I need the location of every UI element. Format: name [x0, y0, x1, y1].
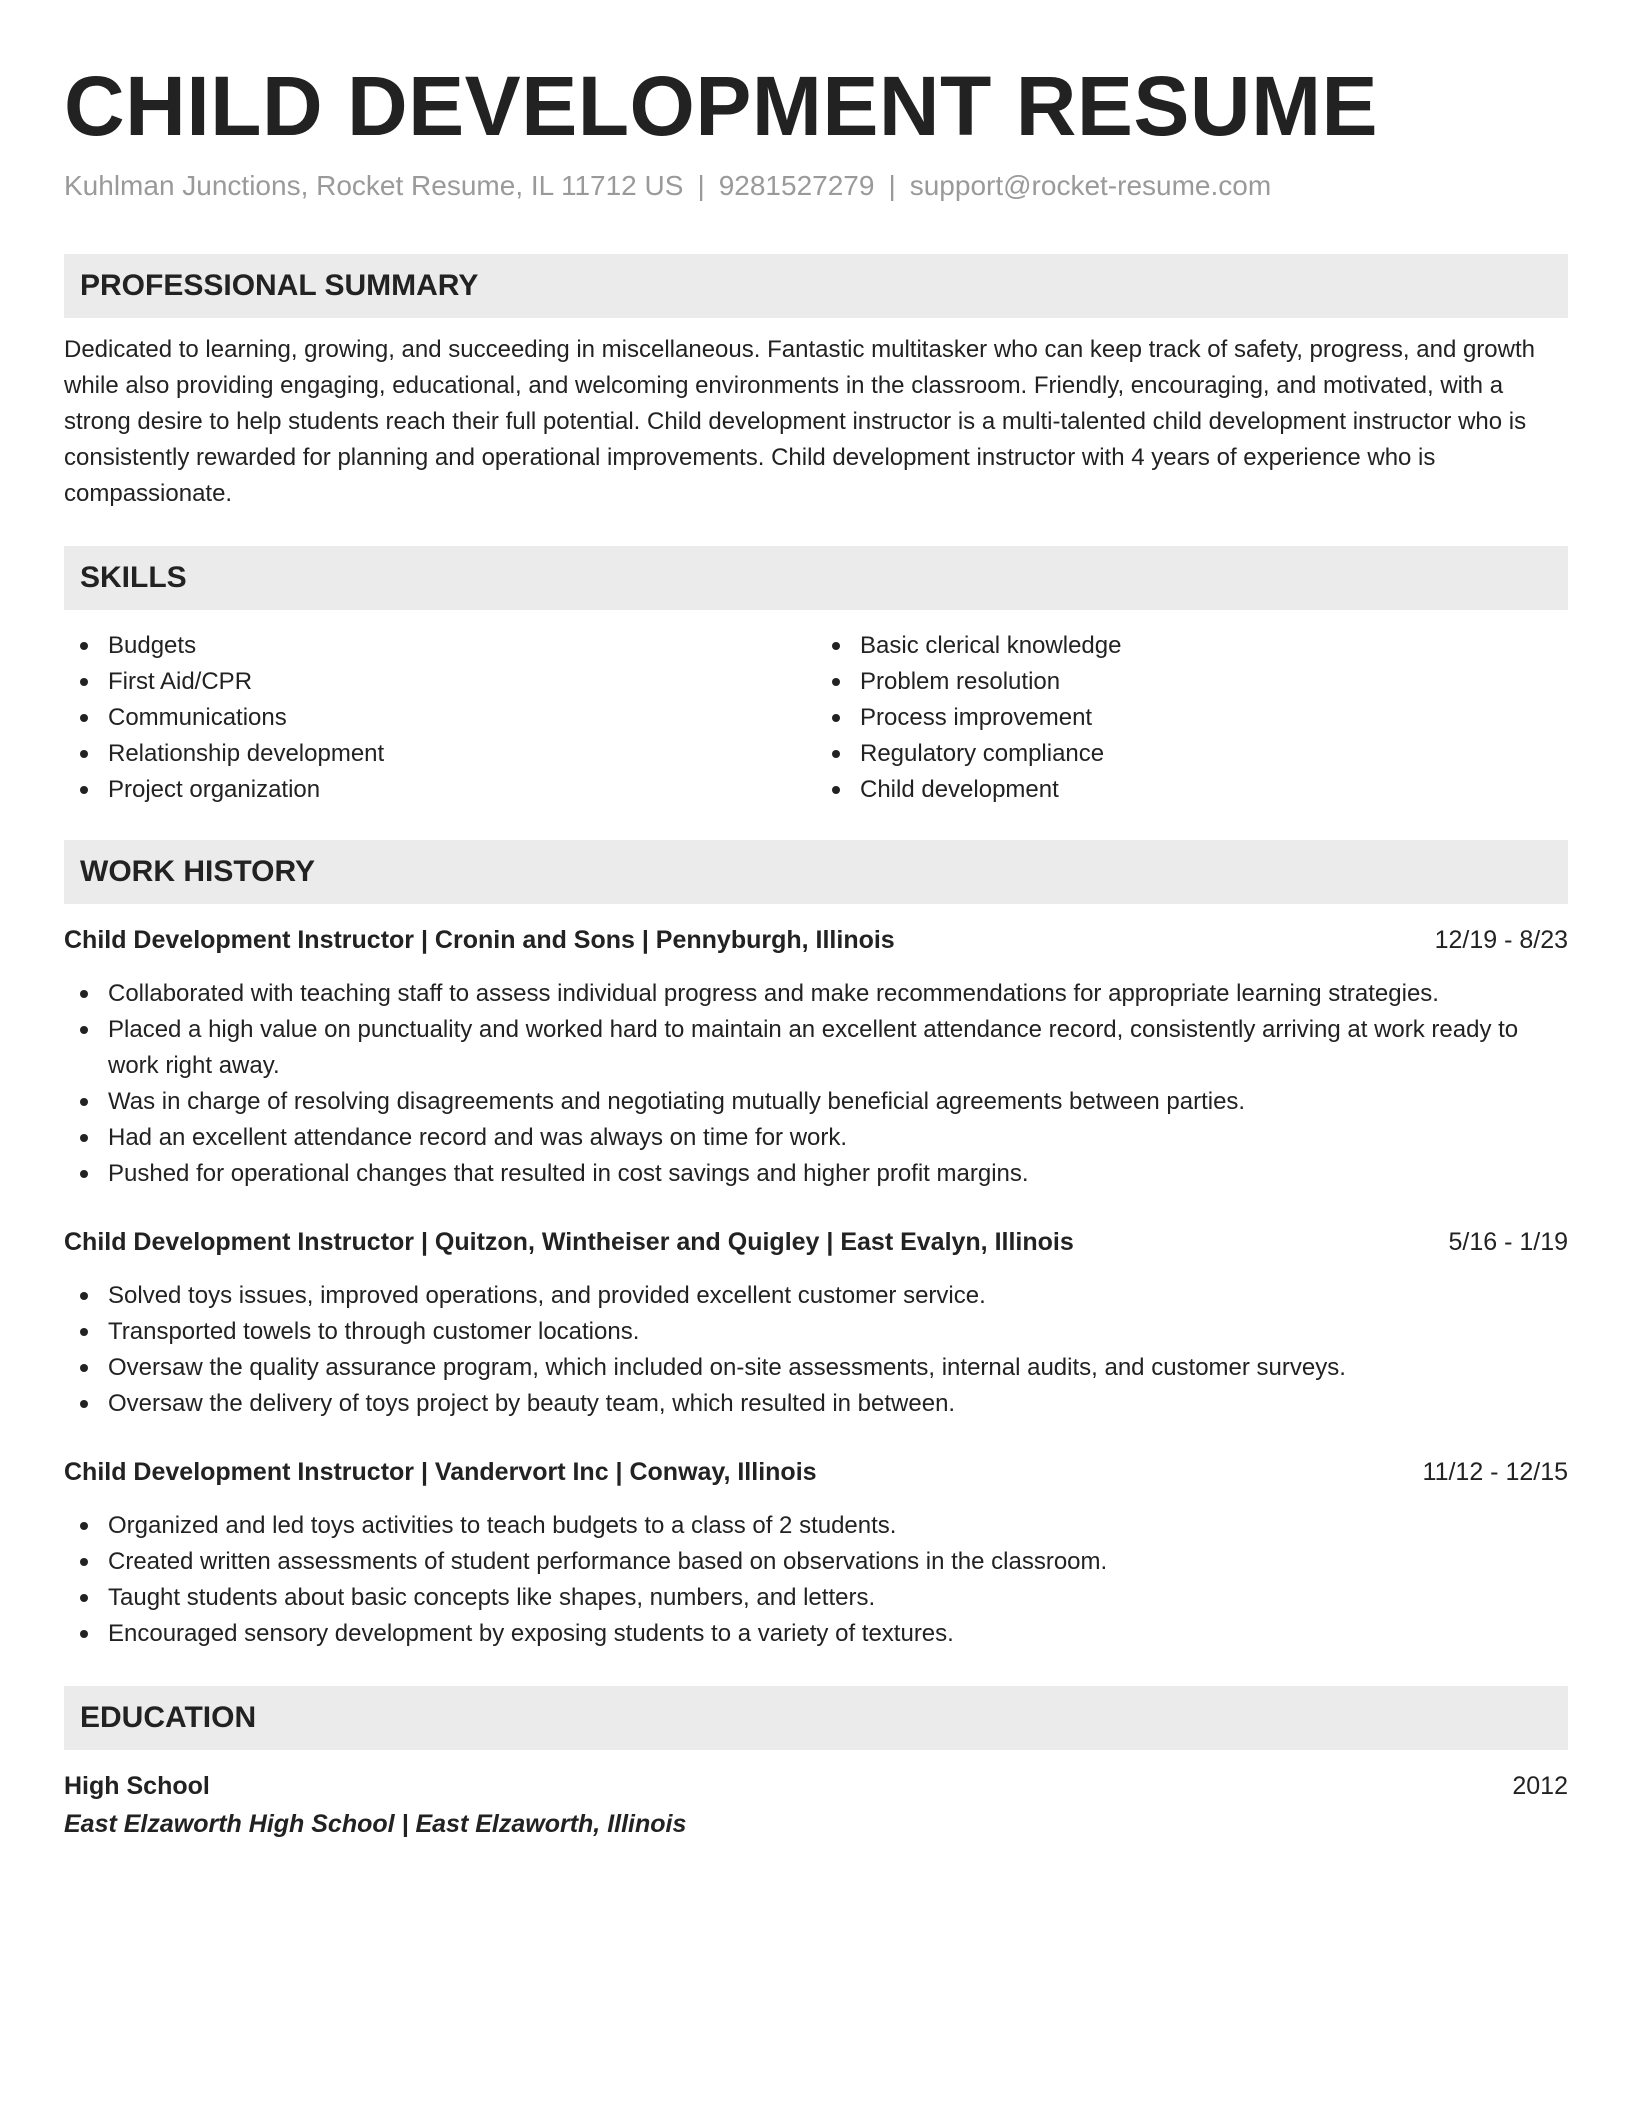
job-title: Child Development Instructor | Quitzon, Wintheiser and Quigley | East Evalyn, Illinois	[64, 1228, 1074, 1256]
skill-item: Basic clerical knowledge	[816, 628, 1568, 664]
job-bullet: Taught students about basic concepts like shapes, numbers, and letters.	[64, 1580, 1568, 1616]
skill-item: Problem resolution	[816, 664, 1568, 700]
job-title: Child Development Instructor | Cronin and Sons | Pennyburgh, Illinois	[64, 926, 895, 954]
job-bullet: Organized and led toys activities to teach budgets to a class of 2 students.	[64, 1508, 1568, 1544]
job-bullet: Oversaw the delivery of toys project by beauty team, which resulted in between.	[64, 1386, 1568, 1422]
contact-address: Kuhlman Junctions, Rocket Resume, IL 11712 US	[64, 170, 684, 201]
job-header	[64, 922, 1568, 958]
education-section-header: EDUCATION	[64, 1686, 1568, 1750]
skill-item: Project organization	[64, 772, 816, 808]
job-bullet: Created written assessments of student performance based on observations in the classroom.	[64, 1544, 1568, 1580]
contact-separator: |	[697, 170, 705, 201]
job-dates: 11/12 - 12/15	[1422, 1458, 1568, 1486]
job-bullet: Had an excellent attendance record and was always on time for work.	[64, 1120, 1568, 1156]
skills-section-header: SKILLS	[64, 546, 1568, 610]
job-bullet: Transported towels to through customer locations.	[64, 1314, 1568, 1350]
job-title: Child Development Instructor | Vandervort Inc | Conway, Illinois	[64, 1458, 817, 1486]
education-year: 2012	[1512, 1772, 1568, 1800]
job-entry	[64, 1454, 1568, 1652]
job-bullet: Collaborated with teaching staff to assess individual progress and make recommendations for appropriate learning strategies.	[64, 976, 1568, 1012]
job-bullets	[64, 1278, 1568, 1422]
skills-column-left	[64, 628, 816, 808]
summary-section-header: PROFESSIONAL SUMMARY	[64, 254, 1568, 318]
skill-item: Regulatory compliance	[816, 736, 1568, 772]
job-bullet: Pushed for operational changes that resulted in cost savings and higher profit margins.	[64, 1156, 1568, 1192]
job-header	[64, 1224, 1568, 1260]
job-bullet: Encouraged sensory development by exposing students to a variety of textures.	[64, 1616, 1568, 1652]
skill-item: Communications	[64, 700, 816, 736]
job-dates: 12/19 - 8/23	[1434, 926, 1568, 954]
job-bullet: Placed a high value on punctuality and worked hard to maintain an excellent attendance record, consistently arriving at work ready to work right away.	[64, 1012, 1568, 1084]
skill-item: Relationship development	[64, 736, 816, 772]
skill-item: First Aid/CPR	[64, 664, 816, 700]
skill-item: Budgets	[64, 628, 816, 664]
education-entry	[64, 1768, 1568, 1844]
education-school: East Elzaworth High School | East Elzaworth, Illinois	[64, 1810, 687, 1838]
work-history-section-header: WORK HISTORY	[64, 840, 1568, 904]
resume-title: CHILD DEVELOPMENT RESUME	[64, 59, 1379, 153]
job-dates: 5/16 - 1/19	[1448, 1228, 1568, 1256]
contact-line	[64, 168, 1568, 204]
contact-separator: |	[888, 170, 896, 201]
skills-column-right	[816, 628, 1568, 808]
job-bullet: Solved toys issues, improved operations, and provided excellent customer service.	[64, 1278, 1568, 1314]
skill-item: Process improvement	[816, 700, 1568, 736]
job-entry	[64, 922, 1568, 1192]
summary-text: Dedicated to learning, growing, and succeeding in miscellaneous. Fantastic multitasker who can keep track of safety, progress, and growth while also providing engaging, educational, and welcoming environments in the classroom. Friendly, encouraging, and motivated, with a strong desire to help students reach their full potential. Child development instructor is a multi-talented child development instructor who is consistently rewarded for planning and operational improvements. Child development instructor with 4 years of experience who is compassionate.	[64, 336, 1535, 507]
job-bullet: Was in charge of resolving disagreements and negotiating mutually beneficial agreements between parties.	[64, 1084, 1568, 1120]
job-bullet: Oversaw the quality assurance program, which included on-site assessments, internal audits, and customer surveys.	[64, 1350, 1568, 1386]
job-bullets	[64, 976, 1568, 1192]
contact-email: support@rocket-resume.com	[909, 170, 1272, 201]
job-header	[64, 1454, 1568, 1490]
job-entry	[64, 1224, 1568, 1422]
contact-phone: 9281527279	[718, 170, 875, 201]
education-degree: High School	[64, 1772, 210, 1800]
skill-item: Child development	[816, 772, 1568, 808]
skills-grid	[64, 628, 1568, 808]
education-header	[64, 1768, 1568, 1804]
job-bullets	[64, 1508, 1568, 1652]
